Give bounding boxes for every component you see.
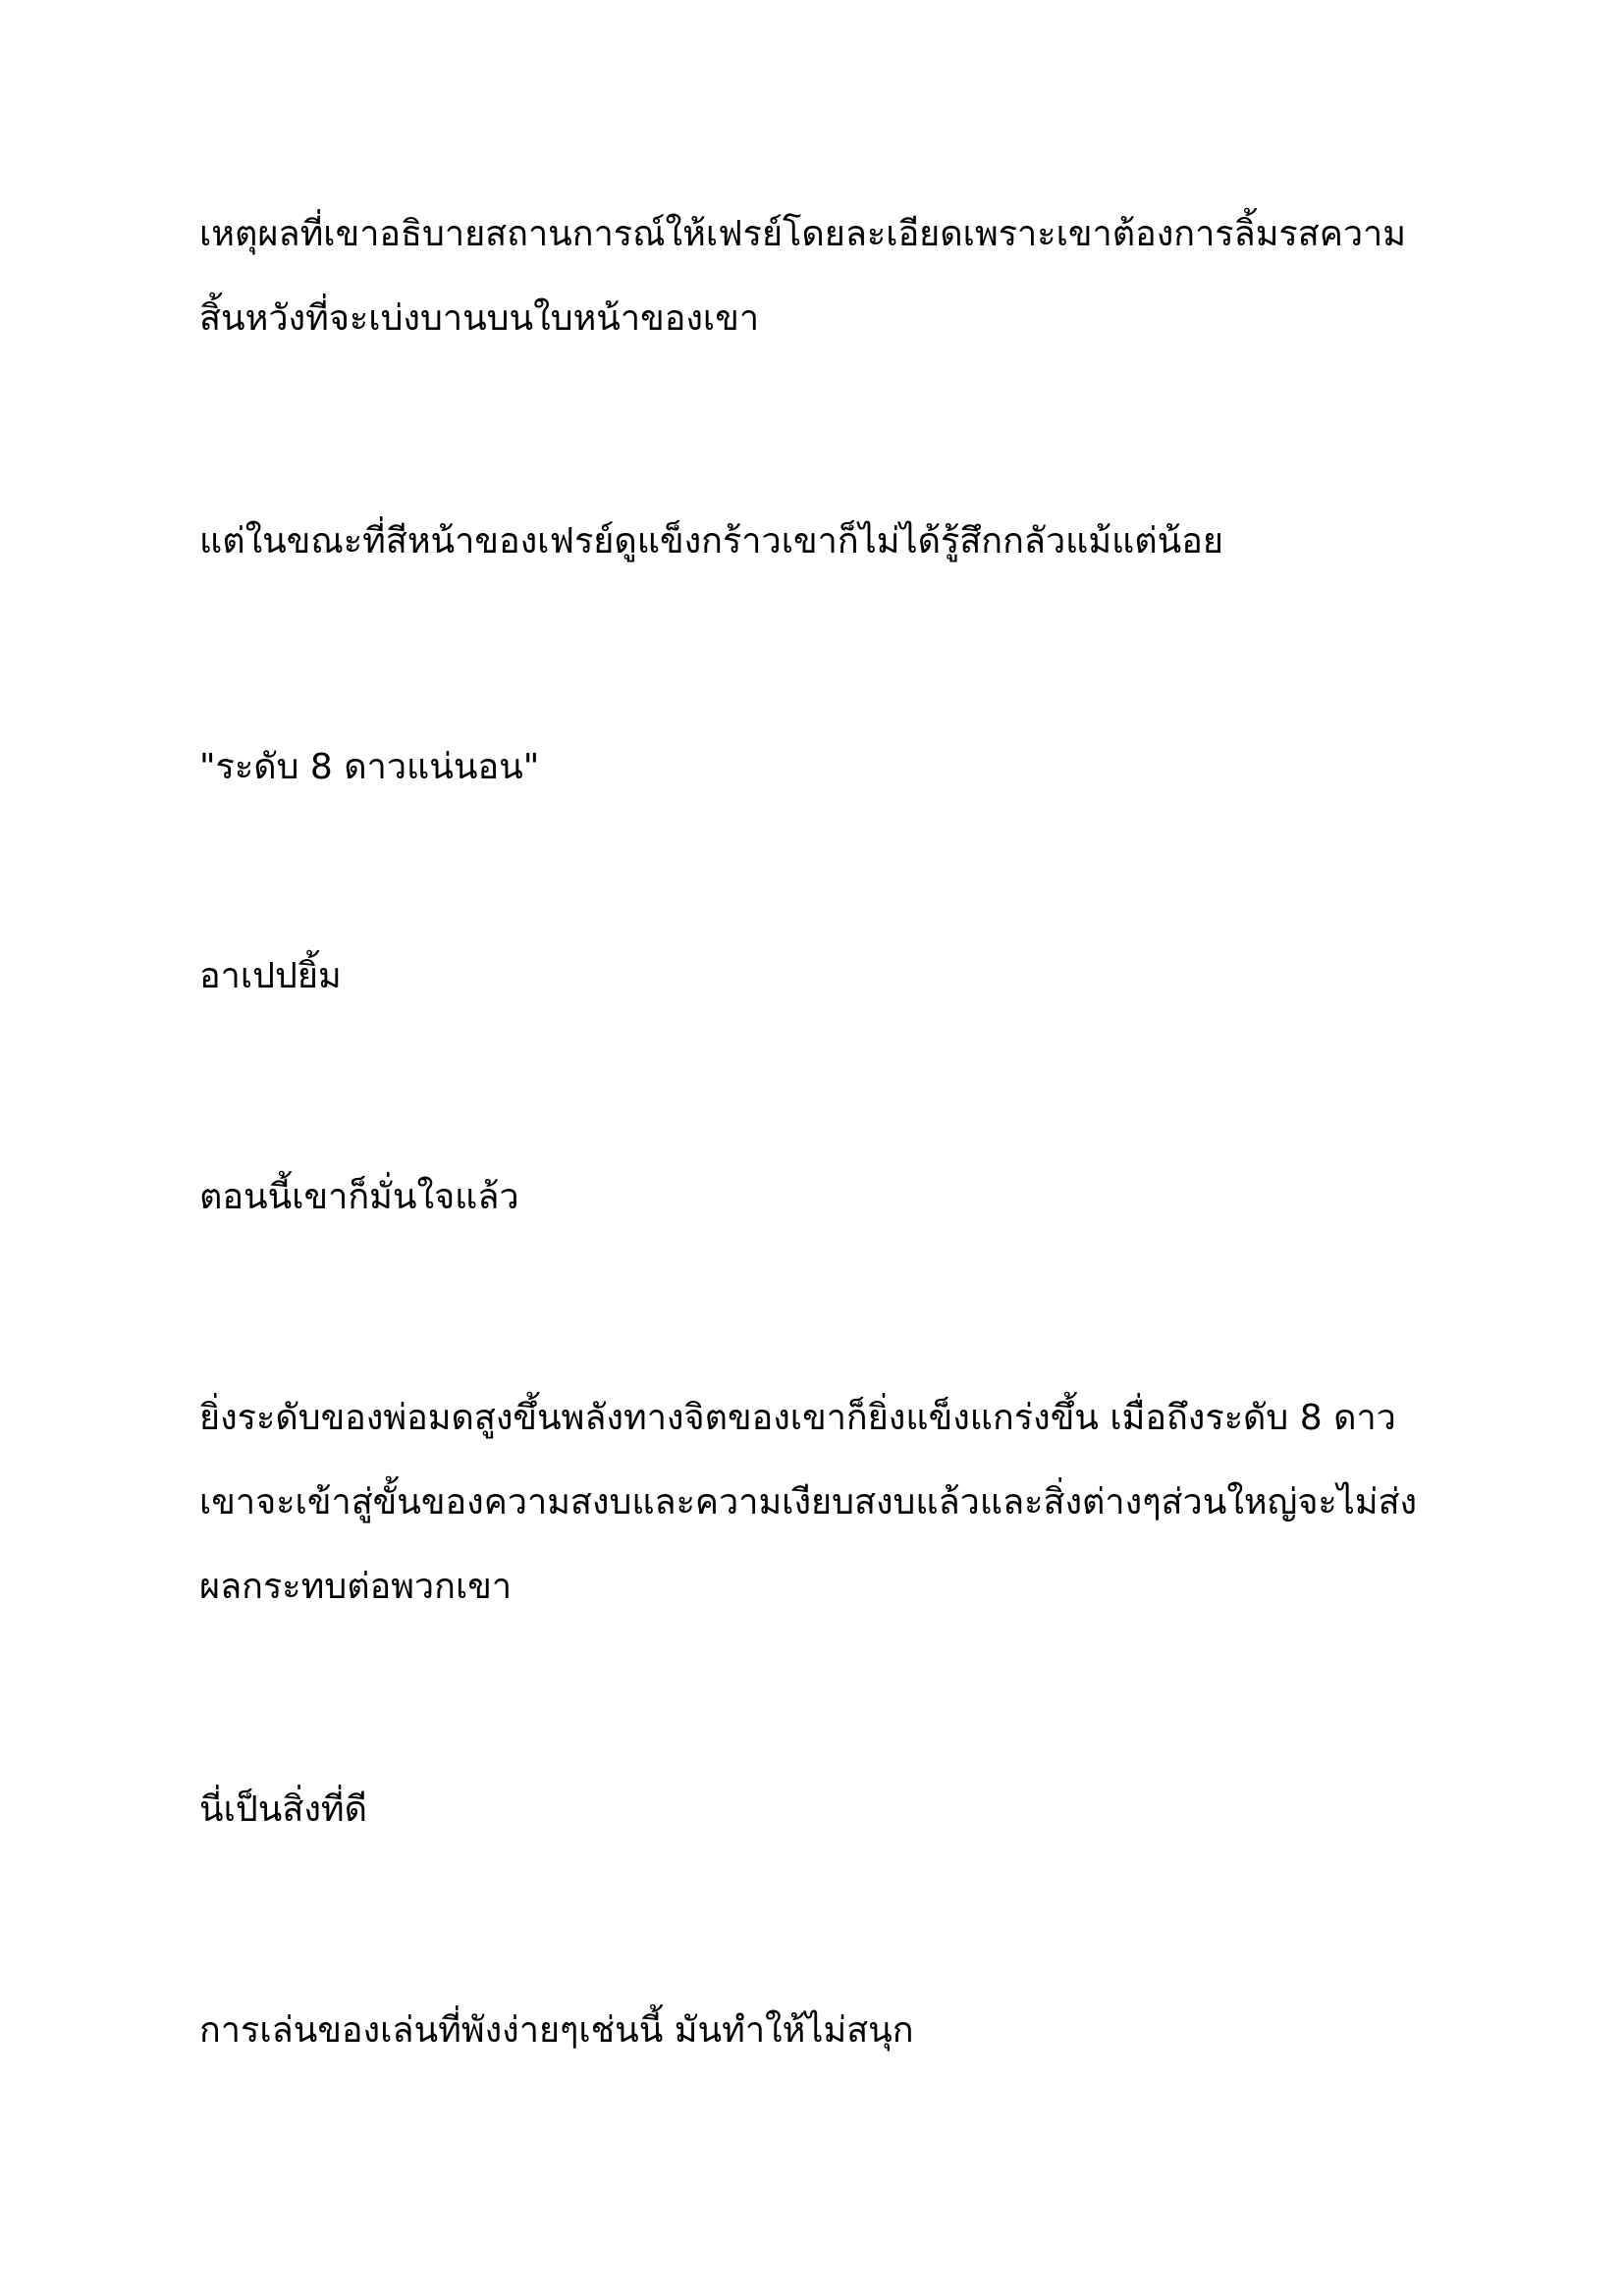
paragraph-5: ตอนนี้เขาก็มั่นใจแล้ว: [199, 1177, 519, 1217]
paragraph-1: เหตุผลที่เขาอธิบายสถานการณ์ให้เฟรย์โดยละเอียดเพราะเขาต้องการลิ้มรสความสิ้นหวังที่จะเบ่งบานบนใบหน้าของเขา: [199, 214, 1406, 339]
paragraph-2: แต่ในขณะที่สีหน้าของเฟรย์ดูแข็งกร้าวเขาก็ไม่ได้รู้สึกกลัวแม้แต่น้อย: [199, 521, 1223, 561]
paragraph-4: อาเปปยิ้ม: [199, 956, 342, 996]
paragraph-8: การเล่นของเล่นที่พังง่ายๆเช่นนี้ มันทำให้ไม่สนุก: [199, 2010, 914, 2051]
paragraph-7: นี่เป็นสิ่งที่ดี: [199, 1789, 368, 1830]
paragraph-6: ยิ่งระดับของพ่อมดสูงขึ้นพลังทางจิตของเขาก็ยิ่งแข็งแกร่งขึ้น เมื่อถึงระดับ 8 ดาวเขาจะเข้าสู่ขั้นของความสงบและความเงียบสงบแล้วและสิ่งต่างๆส่วนใหญ่จะไม่ส่งผลกระทบต่อพวกเขา: [199, 1398, 1418, 1607]
paragraph-3: "ระดับ 8 ดาวแน่นอน": [199, 747, 540, 787]
